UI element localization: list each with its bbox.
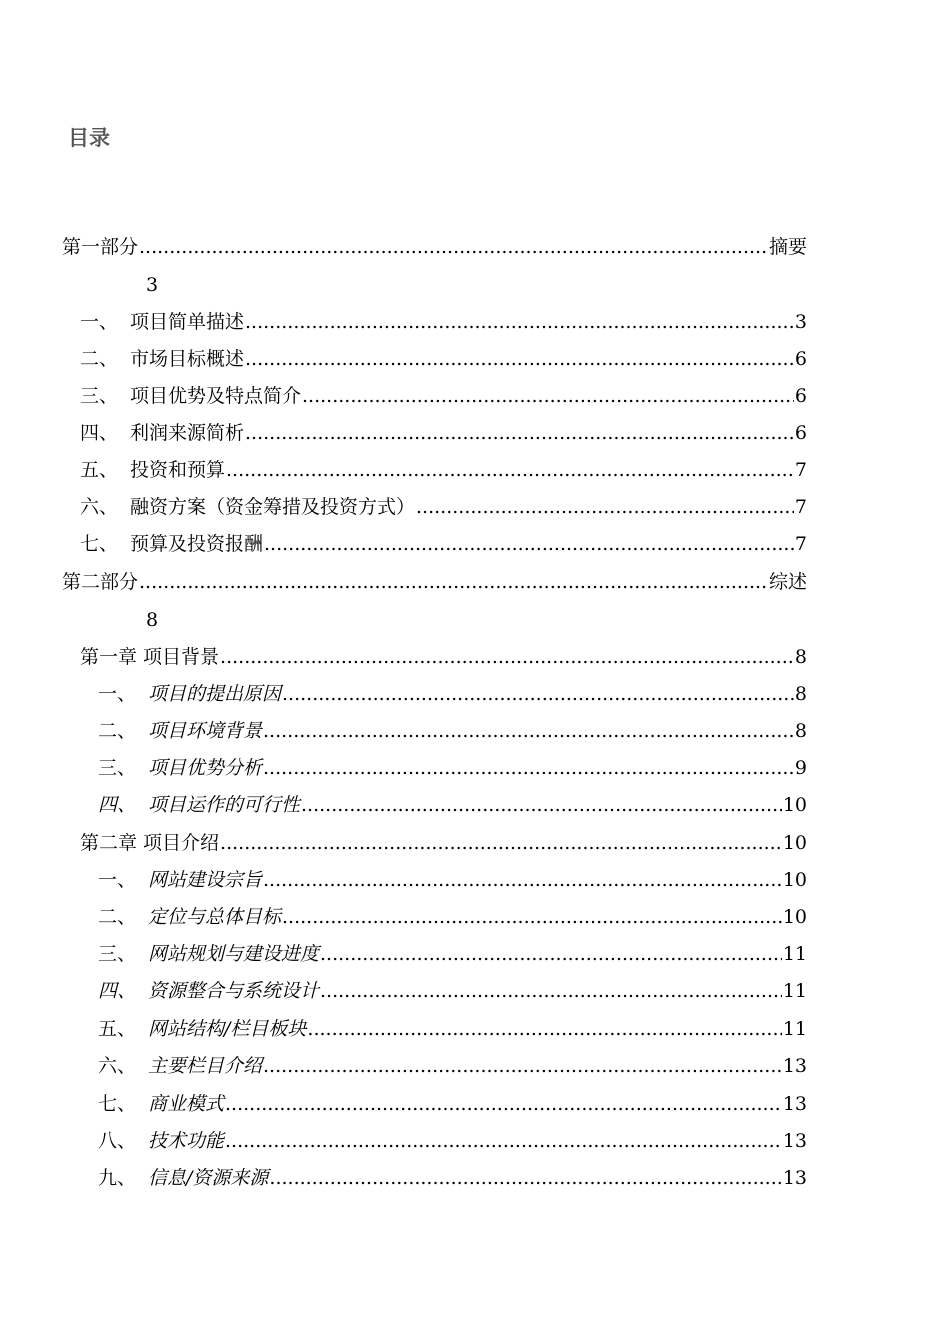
toc-entry-page: 7 bbox=[794, 496, 807, 518]
toc-entry-number: 四、 bbox=[80, 422, 119, 444]
toc-entry[interactable] bbox=[98, 936, 807, 973]
toc-entry-number: 九、 bbox=[98, 1167, 137, 1189]
toc-entry-text: 项目运作的可行性 bbox=[148, 794, 301, 816]
toc-entry-text: 融资方案（资金筹措及投资方式） bbox=[130, 496, 416, 518]
toc-entry[interactable] bbox=[98, 1011, 807, 1048]
toc-leader bbox=[245, 304, 794, 341]
toc-entry-page: 11 bbox=[782, 980, 807, 1002]
toc-entry-page: 8 bbox=[794, 720, 807, 742]
toc-entry[interactable] bbox=[98, 676, 807, 713]
toc-entry[interactable] bbox=[98, 899, 807, 936]
toc-entry[interactable] bbox=[80, 526, 807, 563]
toc-entry[interactable] bbox=[80, 415, 807, 452]
toc-entry[interactable] bbox=[98, 1048, 807, 1085]
toc-leader bbox=[416, 489, 794, 526]
toc-entry[interactable] bbox=[98, 750, 807, 787]
toc-entry-text: 信息/资源来源 bbox=[148, 1167, 269, 1189]
toc-entry-number: 一、 bbox=[98, 869, 137, 891]
toc-entry[interactable] bbox=[98, 1160, 807, 1197]
toc-entry-text: 主要栏目介绍 bbox=[148, 1055, 263, 1077]
toc-leader bbox=[263, 750, 794, 787]
toc-leader bbox=[220, 825, 782, 862]
toc-entry-page: 6 bbox=[794, 422, 807, 444]
toc-entry-page: 8 bbox=[794, 646, 807, 668]
toc-leader bbox=[282, 676, 794, 713]
toc-entry-page: 13 bbox=[782, 1130, 807, 1152]
toc-entry-number: 四、 bbox=[98, 794, 137, 816]
toc-entry-text: 网站建设宗旨 bbox=[148, 869, 263, 891]
toc-entry-number: 六、 bbox=[98, 1055, 137, 1077]
toc-leader bbox=[307, 1011, 781, 1048]
toc-entry-number: 六、 bbox=[80, 496, 119, 518]
toc-entry-number: 二、 bbox=[98, 906, 137, 928]
toc-leader bbox=[263, 1048, 782, 1085]
toc-entry-page: 7 bbox=[794, 533, 807, 555]
toc-leader bbox=[263, 713, 794, 750]
toc-entry-text: 第二部分 bbox=[62, 571, 139, 593]
toc-entry-number: 一、 bbox=[98, 683, 137, 705]
toc-entry-text: 第二章 项目介绍 bbox=[80, 832, 220, 854]
toc-entry-number: 二、 bbox=[98, 720, 137, 742]
toc-entry-text: 项目优势及特点简介 bbox=[130, 385, 302, 407]
page-title: 目录 bbox=[68, 126, 110, 150]
toc-entry-page: 6 bbox=[794, 385, 807, 407]
toc-page-continuation: 3 bbox=[146, 274, 159, 296]
toc-page-continuation: 8 bbox=[146, 609, 159, 631]
toc-entry-page: 11 bbox=[782, 943, 807, 965]
toc-entry-number: 八、 bbox=[98, 1130, 137, 1152]
toc-entry-text: 项目简单描述 bbox=[130, 311, 245, 333]
toc-entry-number: 五、 bbox=[80, 459, 119, 481]
toc-entry-number: 七、 bbox=[98, 1093, 137, 1115]
toc-entry-text: 利润来源简析 bbox=[130, 422, 245, 444]
toc-entry-chapter-2[interactable] bbox=[80, 825, 807, 862]
toc-entry-number: 三、 bbox=[80, 385, 119, 407]
toc-entry[interactable] bbox=[98, 1123, 807, 1160]
toc-entry-page: 13 bbox=[782, 1167, 807, 1189]
toc-entry[interactable] bbox=[80, 489, 807, 526]
toc-entry-chapter-1[interactable] bbox=[80, 639, 807, 676]
toc-entry-number: 三、 bbox=[98, 757, 137, 779]
toc-entry-text: 市场目标概述 bbox=[130, 348, 245, 370]
toc-leader bbox=[264, 526, 794, 563]
toc-entry-text: 网站结构/栏目板块 bbox=[148, 1018, 307, 1040]
toc-entry-text: 预算及投资报酬 bbox=[130, 533, 264, 555]
toc-leader bbox=[301, 787, 782, 824]
toc-entry-page: 10 bbox=[782, 869, 807, 891]
toc-entry-page: 综述 bbox=[768, 571, 807, 593]
toc-entry-number: 三、 bbox=[98, 943, 137, 965]
toc-entry[interactable] bbox=[80, 341, 807, 378]
toc-entry-page: 10 bbox=[782, 832, 807, 854]
toc-entry-text: 商业模式 bbox=[148, 1093, 225, 1115]
toc-entry-page: 13 bbox=[782, 1093, 807, 1115]
toc-entry[interactable] bbox=[98, 973, 807, 1010]
toc-entry-number: 七、 bbox=[80, 533, 119, 555]
toc-entry-part-2[interactable] bbox=[62, 564, 807, 601]
toc-entry-page: 7 bbox=[794, 459, 807, 481]
toc-leader bbox=[263, 862, 782, 899]
toc-entry-text: 定位与总体目标 bbox=[148, 906, 282, 928]
toc-leader bbox=[226, 452, 794, 489]
toc-entry-number: 二、 bbox=[80, 348, 119, 370]
toc-entry-page: 8 bbox=[794, 683, 807, 705]
toc-leader bbox=[245, 415, 794, 452]
toc-leader bbox=[225, 1123, 782, 1160]
toc-entry-page: 13 bbox=[782, 1055, 807, 1077]
toc-leader bbox=[225, 1086, 782, 1123]
toc-entry-text: 第一章 项目背景 bbox=[80, 646, 220, 668]
toc-entry-page: 10 bbox=[782, 794, 807, 816]
toc-entry-page: 3 bbox=[794, 311, 807, 333]
toc-entry-text: 项目的提出原因 bbox=[148, 683, 282, 705]
toc-entry[interactable] bbox=[80, 378, 807, 415]
toc-entry[interactable] bbox=[80, 452, 807, 489]
toc-entry[interactable] bbox=[98, 787, 807, 824]
toc-entry-text: 项目优势分析 bbox=[148, 757, 263, 779]
toc-entry-page: 摘要 bbox=[768, 236, 807, 258]
toc-entry-page: 11 bbox=[782, 1018, 807, 1040]
toc-entry-number: 一、 bbox=[80, 311, 119, 333]
toc-leader bbox=[320, 936, 782, 973]
toc-entry-part-1[interactable] bbox=[62, 229, 807, 266]
toc-entry-text: 网站规划与建设进度 bbox=[148, 943, 320, 965]
toc-entry-page: 10 bbox=[782, 906, 807, 928]
toc-entry-page: 9 bbox=[794, 757, 807, 779]
toc-leader bbox=[269, 1160, 781, 1197]
toc-entry-page: 6 bbox=[794, 348, 807, 370]
toc-leader bbox=[320, 973, 782, 1010]
toc-entry-text: 资源整合与系统设计 bbox=[148, 980, 320, 1002]
toc-entry-text: 项目环境背景 bbox=[148, 720, 263, 742]
toc-entry[interactable] bbox=[98, 862, 807, 899]
toc-leader bbox=[139, 229, 768, 266]
toc-entry-text: 第一部分 bbox=[62, 236, 139, 258]
toc-leader bbox=[245, 341, 794, 378]
toc-leader bbox=[220, 639, 794, 676]
toc-entry[interactable] bbox=[98, 713, 807, 750]
toc-entry-number: 四、 bbox=[98, 980, 137, 1002]
toc-entry[interactable] bbox=[98, 1086, 807, 1123]
toc-leader bbox=[282, 899, 782, 936]
toc-leader bbox=[302, 378, 794, 415]
toc-entry-text: 技术功能 bbox=[148, 1130, 225, 1152]
toc-entry-number: 五、 bbox=[98, 1018, 137, 1040]
toc-entry-text: 投资和预算 bbox=[130, 459, 226, 481]
toc-entry[interactable] bbox=[80, 304, 807, 341]
toc-leader bbox=[139, 564, 768, 601]
